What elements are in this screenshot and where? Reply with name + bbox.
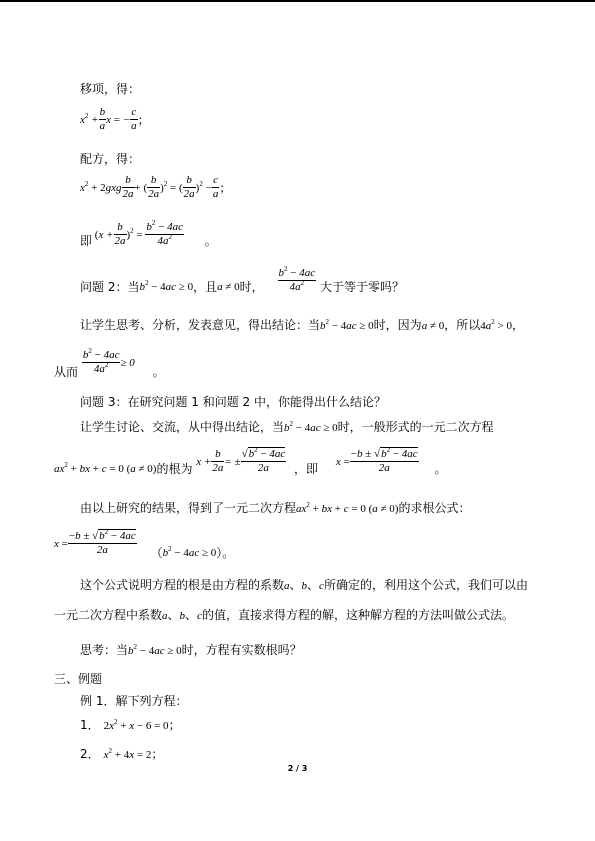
fraction: $\frac{b}{2a}$ [114,221,126,247]
equation-complete-square: $x^2 + 2gxg$ $\frac{b}{2a}$ + ( $\frac{b}{2a}$ )$^2$ = ( $\frac{b}{2a}$ )$^2$ − $\frac{c}{a}$ ； [80,174,232,200]
example-item-2: 2． $x^2 + 4x = 2$； [80,747,164,761]
question-3: 问题 3：在研究问题 1 和问题 2 中，你能得出什么结论？ [80,395,386,409]
fraction: $\frac{√b^2 - 4ac}{2a}$ [241,446,286,474]
fraction: $\frac{b}{a}$ [99,106,106,132]
fraction: $\frac{b}{2a}$ [122,174,134,200]
equation-ji: 即 (x + $\frac{b}{2a}$ )$^2$ = $\frac{b^2 - 4ac}{4a^2}$ 。 [80,219,217,248]
think-question: 思考：当$b^2 - 4ac \ge 0$时，方程有实数根吗？ [80,643,302,657]
roots-line: $ax^2$ + bx + c = 0 (a ≠ 0)的根为 x + $\frac{b}{2a}$ = ± $\frac{√b^2 - 4ac}{2a}$ ，即 x = $\frac{-b \pm √b^2 - 4ac}{2a}$ 。 [54,446,447,476]
equation-move-terms: $x^2$ + $\frac{b}{a}$ x = − $\frac{c}{a}$ ； [80,106,150,132]
fraction: $\frac{-b \pm √b^2 - 4ac}{2a}$ [350,446,418,474]
section-heading: 三、例题 [54,672,103,686]
header-rule [0,0,595,2]
fraction: $\frac{c}{a}$ [212,174,219,200]
fraction: $\frac{b^2 - 4ac}{4a^2}$ [82,347,120,375]
example-heading: 例 1．解下列方程： [80,694,188,708]
formula-explanation-line-2: 一元二次方程中系数a、b、c的值，直接求得方程的解，这种解方程的方法叫做公式法。 [54,608,514,622]
discuss-paragraph: 让学生讨论、交流，从中得出结论，当$b^2 - 4ac \ge 0$时，一般形式的一元二次方程 [80,420,494,434]
quadratic-formula: x = $\frac{-b \pm √b^2 - 4ac}{2a}$ $(b^2 - 4ac \ge 0)$。 [54,528,235,560]
line-complete-square: 配方，得： [80,152,141,166]
fraction: $\frac{b}{2a}$ [148,174,160,200]
example-item-1: 1． $2x^2 + x - 6 = 0$； [80,718,181,732]
fraction: $\frac{-b \pm √b^2 - 4ac}{2a}$ [68,528,136,556]
therefore-line: 从而 $\frac{b^2 - 4ac}{4a^2}$ ≥ 0 。 [54,347,165,379]
fraction: $\frac{b^2 - 4ac}{4a^2}$ [146,219,183,247]
fraction: $\frac{b^2 - 4ac}{4a^2}$ [278,265,316,293]
question-2: 问题 2：当$b^2 - 4ac \ge 0$，且a ≠ 0时， $\frac{b^2 - 4ac}{4a^2}$ 大于等于零吗？ [80,265,404,294]
think-paragraph: 让学生思考、分析，发表意见，得出结论：当$b^2 - 4ac \ge 0$时，因为a ≠ 0，所以$4a^2 > 0$， [80,318,524,332]
line-move-terms: 移项，得： [80,82,141,96]
fraction: $\frac{b}{2a}$ [212,448,224,474]
formula-explanation-line-1: 这个公式说明方程的根是由方程的系数a、b、c所确定的，利用这个公式，我们可以由 [80,578,528,592]
result-paragraph: 由以上研究的结果，得到了一元二次方程$ax^2$ + bx + c = 0 (a ≠ 0)的求根公式： [80,501,471,515]
page-indicator: 2 / 3 [287,764,308,773]
fraction: $\frac{b}{2a}$ [183,174,195,200]
fraction: $\frac{c}{a}$ [131,106,137,132]
